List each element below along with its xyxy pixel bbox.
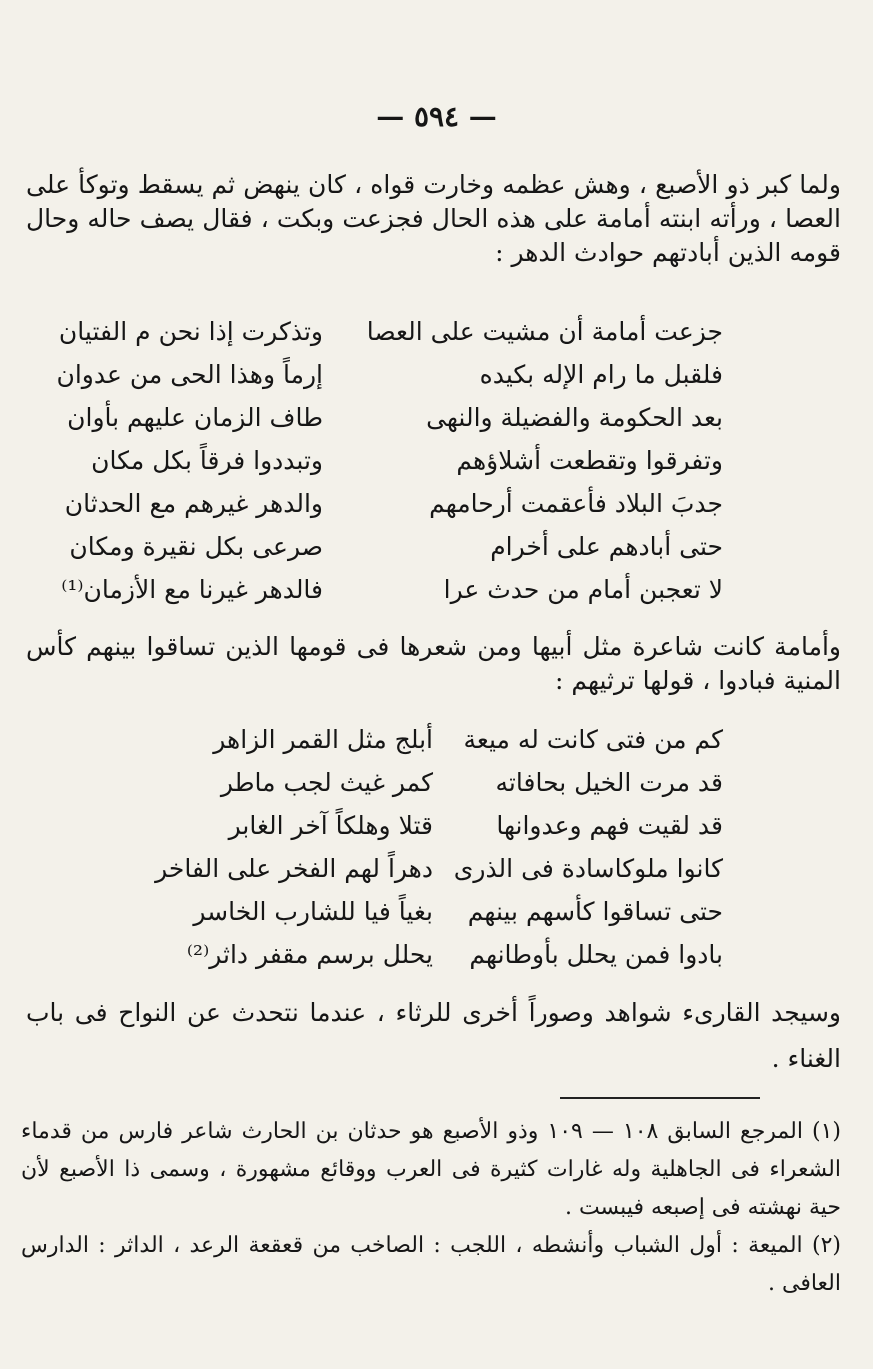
verse-row bbox=[33, 396, 723, 439]
middle-paragraph: وأمامة كانت شاعرة مثل أبيها ومن شعرها فى قومها الذين تساقوا بينهم كأس المنية فبادوا ، قولها ترثيهم : bbox=[26, 632, 841, 695]
verse-row bbox=[123, 761, 723, 804]
verse-row bbox=[33, 525, 723, 568]
verse-first-hemistich: بعد الحكومة والفضيلة والنهى bbox=[426, 403, 723, 432]
verse-first-hemistich: قد لقيت فهم وعدوانها bbox=[496, 811, 723, 840]
poem-one bbox=[33, 310, 723, 611]
footnote-2: (٢) الميعة : أول الشباب وأنشطه ، اللجب : الصاخب من قعقعة الرعد ، الداثر : الدارس العافى . bbox=[21, 1233, 841, 1296]
verse-row bbox=[33, 482, 723, 525]
verse-second-hemistich: إرماً وهذا الحى من عدوان bbox=[56, 360, 323, 389]
verse-second-hemistich: يحلل برسم مقفر داثر⁽²⁾ bbox=[186, 940, 433, 969]
intro-paragraph: ولما كبر ذو الأصبع ، وهش عظمه وخارت قواه ، كان ينهض ثم يسقط وتوكأ على العصا ، ورأته ابنته أمامة على هذه الحال فجزعت وبكت ، فقال يصف حاله وحال قومه الذين أبادتهم حوادث الدهر : bbox=[26, 170, 841, 267]
verse-row bbox=[123, 804, 723, 847]
verse-second-hemistich: صرعى بكل نقيرة ومكان bbox=[69, 532, 323, 561]
verse-second-hemistich: فالدهر غيرنا مع الأزمان⁽¹⁾ bbox=[61, 575, 323, 604]
verse-first-hemistich: كم من فتى كانت له ميعة bbox=[463, 725, 723, 754]
verse-second-hemistich: وتذكرت إذا نحن م الفتيان bbox=[58, 317, 323, 346]
verse-row bbox=[123, 890, 723, 933]
verse-row bbox=[33, 568, 723, 611]
closing-paragraph: وسيجد القارىء شواهد وصوراً أخرى للرثاء ، عندما نتحدث عن النواح فى باب الغناء . bbox=[26, 998, 841, 1073]
verse-first-hemistich: لا تعجبن أمام من حدث عرا bbox=[443, 575, 723, 604]
verse-second-hemistich: كمر غيث لجب ماطر bbox=[220, 768, 433, 797]
verse-second-hemistich: طاف الزمان عليهم بأوان bbox=[67, 403, 323, 432]
verse-first-hemistich: كانوا ملوكاسادة فى الذرى bbox=[453, 854, 723, 883]
verse-first-hemistich: حتى تساقوا كأسهم بينهم bbox=[467, 897, 723, 926]
verse-second-hemistich: أبلج مثل القمر الزاهر bbox=[213, 725, 433, 754]
verse-second-hemistich: بغياً فيا للشارب الخاسر bbox=[193, 897, 433, 926]
verse-row bbox=[33, 439, 723, 482]
verse-first-hemistich: جزعت أمامة أن مشيت على العصا bbox=[366, 317, 723, 346]
verse-row bbox=[33, 310, 723, 353]
verse-second-hemistich: وتبددوا فرقاً بكل مكان bbox=[91, 446, 323, 475]
verse-second-hemistich: دهراً لهم الفخر على الفاخر bbox=[155, 854, 433, 883]
verse-row bbox=[123, 933, 723, 976]
footnote-divider bbox=[560, 1097, 760, 1099]
verse-row bbox=[123, 847, 723, 890]
footnotes bbox=[21, 1113, 841, 1303]
verse-first-hemistich: وتفرقوا وتقطعت أشلاؤهم bbox=[456, 446, 723, 475]
verse-first-hemistich: قد مرت الخيل بحافاته bbox=[495, 768, 723, 797]
verse-first-hemistich: بادوا فمن يحلل بأوطانهم bbox=[469, 940, 723, 969]
verse-second-hemistich: والدهر غيرهم مع الحدثان bbox=[64, 489, 323, 518]
footnote-1: (١) المرجع السابق ١٠٨ — ١٠٩ وذو الأصبع هو حدثان بن الحارث شاعر فارس من قدماء الشعراء فى الجاهلية وله غارات كثيرة فى العرب ووقائع مشهورة ، وسمى ذا الأصبع لأن حية نهشته فى إصبعه فيبست . bbox=[21, 1119, 841, 1220]
poem-two bbox=[123, 718, 723, 976]
verse-first-hemistich: جدبَ البلاد فأعقمت أرحامهم bbox=[429, 489, 723, 518]
verse-row bbox=[33, 353, 723, 396]
page-number: — ٥٩٤ — bbox=[376, 100, 497, 133]
verse-first-hemistich: فلقبل ما رام الإله بكيده bbox=[479, 360, 723, 389]
verse-second-hemistich: قتلا وهلكاً آخر الغابر bbox=[228, 811, 433, 840]
verse-row bbox=[123, 718, 723, 761]
verse-first-hemistich: حتى أبادهم على أخرام bbox=[490, 532, 723, 561]
